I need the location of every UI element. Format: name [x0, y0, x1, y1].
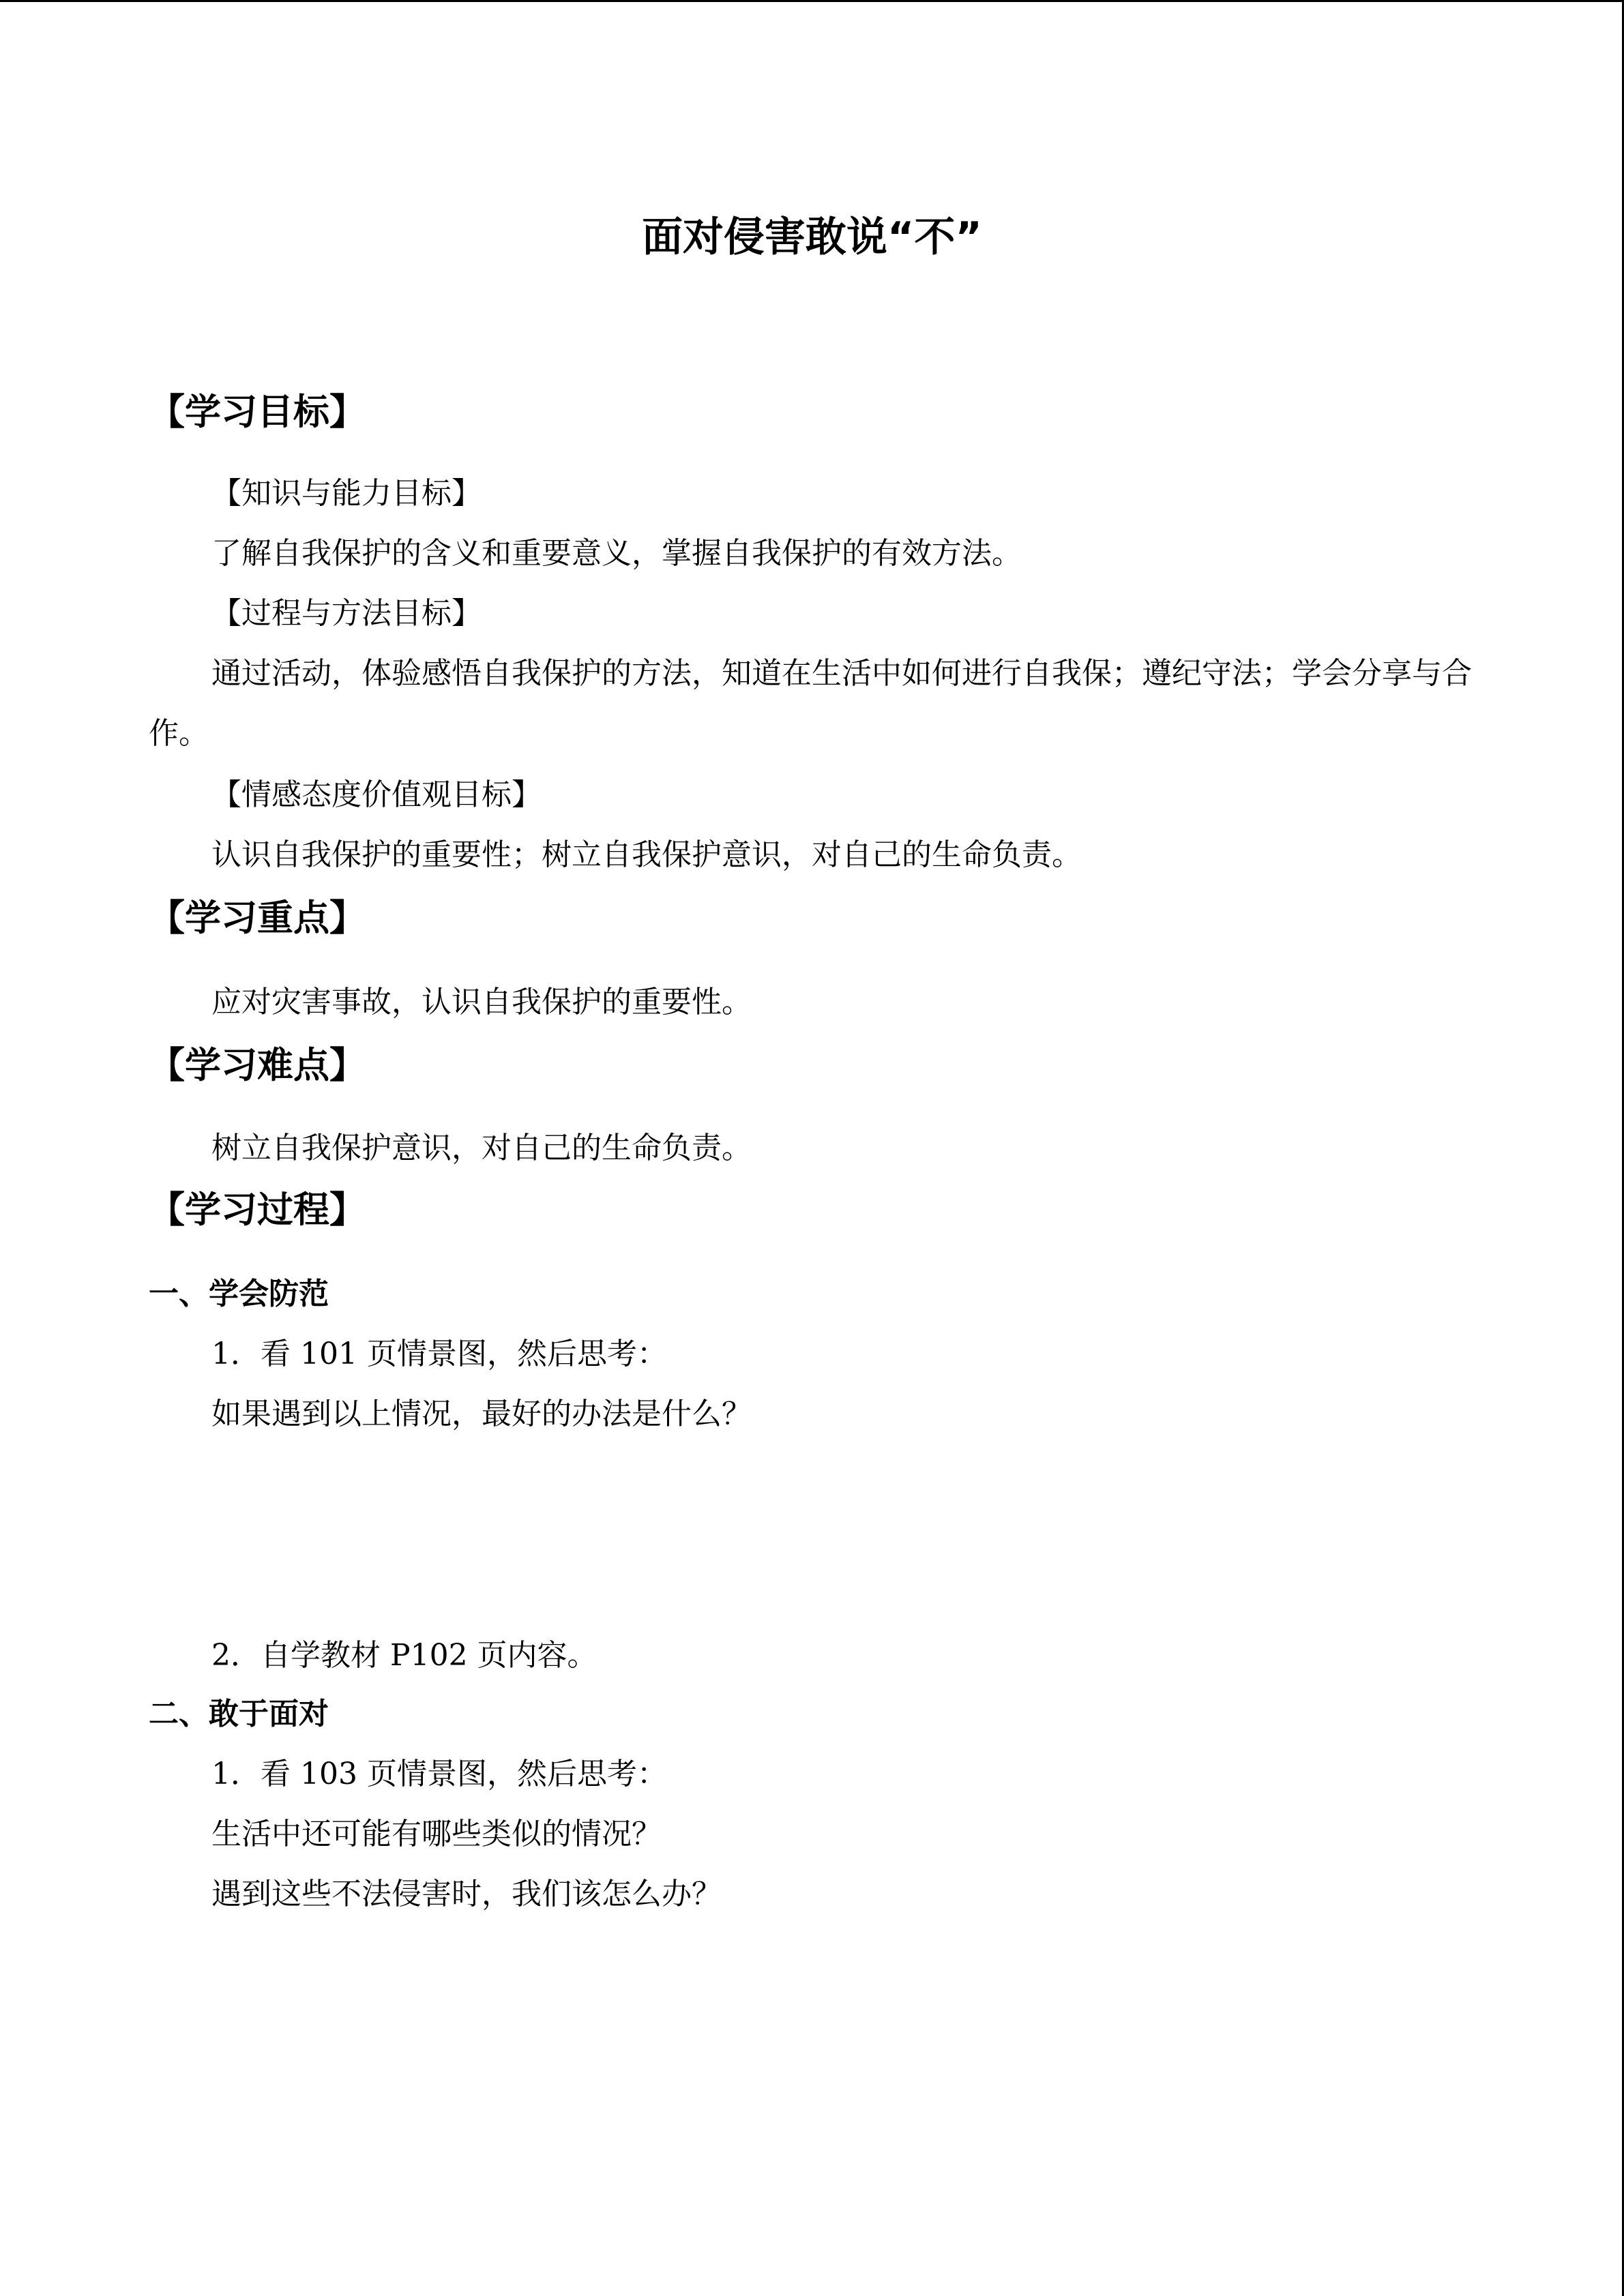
- part2-question2: 遇到这些不法侵害时，我们该怎么办？: [211, 1877, 722, 1911]
- part1-question1: 如果遇到以上情况，最好的办法是什么？: [211, 1397, 752, 1431]
- part1-item1: 1．看 101 页情景图，然后思考：: [211, 1337, 667, 1371]
- knowledge-goal-label: 【知识与能力目标】: [211, 476, 482, 511]
- emotion-goal-label: 【情感态度价值观目标】: [211, 777, 542, 812]
- goals-heading: 【学习目标】: [149, 391, 366, 433]
- process-heading: 【学习过程】: [149, 1189, 366, 1231]
- part1-item2: 2．自学教材 P102 页内容。: [211, 1638, 597, 1673]
- emotion-goal-text: 认识自我保护的重要性；树立自我保护意识，对自己的生命负责。: [211, 837, 1082, 872]
- page-top-border: [0, 0, 1624, 2]
- key-points-text: 应对灾害事故，认识自我保护的重要性。: [211, 985, 752, 1019]
- part2-item1: 1．看 103 页情景图，然后思考：: [211, 1757, 667, 1791]
- document-title: 面对侵害敢说“不”: [642, 213, 982, 261]
- part2-heading: 二、敢于面对: [149, 1697, 329, 1731]
- difficulties-text: 树立自我保护意识，对自己的生命负责。: [211, 1131, 752, 1165]
- part2-question1: 生活中还可能有哪些类似的情况？: [211, 1817, 662, 1851]
- process-goal-text: 通过活动，体验感悟自我保护的方法，知道在生活中如何进行自我保；遵纪守法；学会分享与合作。: [149, 656, 1472, 751]
- process-goal-label: 【过程与方法目标】: [211, 596, 482, 631]
- difficulties-heading: 【学习难点】: [149, 1045, 366, 1086]
- key-points-heading: 【学习重点】: [149, 897, 366, 939]
- knowledge-goal-text: 了解自我保护的含义和重要意义，掌握自我保护的有效方法。: [211, 536, 1022, 571]
- part1-heading: 一、学会防范: [149, 1277, 329, 1311]
